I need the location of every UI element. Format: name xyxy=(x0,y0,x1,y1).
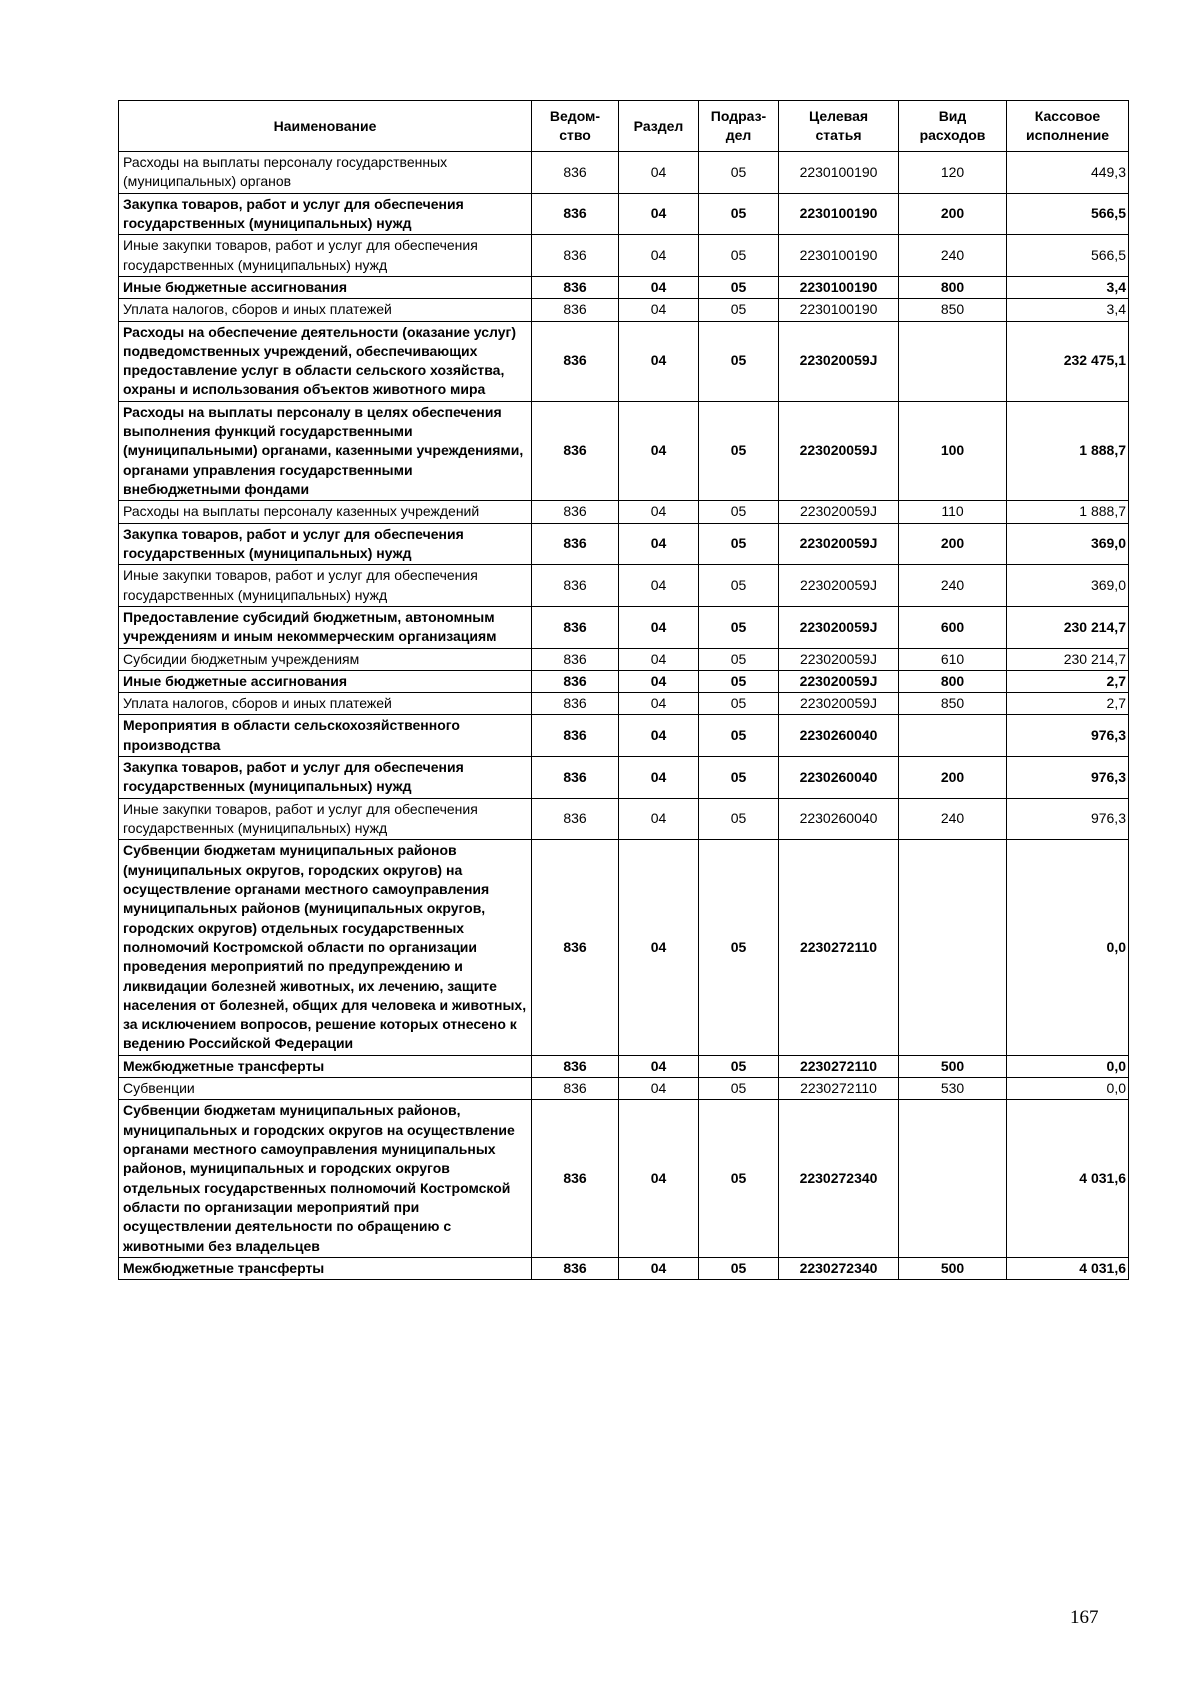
row-tselevaya-statya: 2230272110 xyxy=(779,1055,899,1077)
table-row xyxy=(119,648,1129,670)
row-vid-raskhodov: 800 xyxy=(899,670,1007,692)
row-kassovoe-ispolnenie: 232 475,1 xyxy=(1007,321,1129,401)
row-kassovoe-ispolnenie: 449,3 xyxy=(1007,152,1129,194)
row-vedomstvo: 836 xyxy=(532,299,619,321)
row-tselevaya-statya: 2230100190 xyxy=(779,193,899,235)
row-razdel: 04 xyxy=(619,501,699,523)
row-vedomstvo: 836 xyxy=(532,523,619,565)
table-row xyxy=(119,235,1129,277)
row-name: Межбюджетные трансферты xyxy=(119,1257,532,1279)
row-tselevaya-statya: 223020059J xyxy=(779,523,899,565)
table-row xyxy=(119,401,1129,501)
row-razdel: 04 xyxy=(619,670,699,692)
row-name: Иные бюджетные ассигнования xyxy=(119,276,532,298)
table-row xyxy=(119,152,1129,194)
row-razdel: 04 xyxy=(619,401,699,501)
page-number: 167 xyxy=(1070,1607,1099,1628)
row-tselevaya-statya: 223020059J xyxy=(779,501,899,523)
table-row xyxy=(119,606,1129,648)
row-podrazdel: 05 xyxy=(699,193,779,235)
budget-table xyxy=(118,100,1129,1280)
table-row xyxy=(119,276,1129,298)
row-tselevaya-statya: 223020059J xyxy=(779,565,899,607)
row-kassovoe-ispolnenie: 566,5 xyxy=(1007,235,1129,277)
row-vid-raskhodov: 500 xyxy=(899,1257,1007,1279)
row-podrazdel: 05 xyxy=(699,757,779,799)
row-vid-raskhodov xyxy=(899,715,1007,757)
row-vid-raskhodov: 850 xyxy=(899,299,1007,321)
row-vid-raskhodov xyxy=(899,840,1007,1055)
row-vedomstvo: 836 xyxy=(532,235,619,277)
row-vedomstvo: 836 xyxy=(532,565,619,607)
row-kassovoe-ispolnenie: 976,3 xyxy=(1007,715,1129,757)
row-kassovoe-ispolnenie: 3,4 xyxy=(1007,276,1129,298)
row-name: Иные бюджетные ассигнования xyxy=(119,670,532,692)
row-name: Межбюджетные трансферты xyxy=(119,1055,532,1077)
table-row xyxy=(119,299,1129,321)
row-tselevaya-statya: 2230100190 xyxy=(779,235,899,277)
row-razdel: 04 xyxy=(619,321,699,401)
row-podrazdel: 05 xyxy=(699,1100,779,1258)
row-vid-raskhodov: 850 xyxy=(899,693,1007,715)
header-vid-raskhodov: Вид расходов xyxy=(899,101,1007,152)
row-kassovoe-ispolnenie: 0,0 xyxy=(1007,1055,1129,1077)
row-vedomstvo: 836 xyxy=(532,152,619,194)
row-name: Расходы на выплаты персоналу в целях обеспечения выполнения функций государственными (муниципальными) органами, казенными учреждениями, органами управления государственными внебюджетными фондами xyxy=(119,401,532,501)
row-podrazdel: 05 xyxy=(699,715,779,757)
row-kassovoe-ispolnenie: 4 031,6 xyxy=(1007,1257,1129,1279)
row-podrazdel: 05 xyxy=(699,606,779,648)
row-tselevaya-statya: 2230272340 xyxy=(779,1100,899,1258)
row-vedomstvo: 836 xyxy=(532,648,619,670)
row-kassovoe-ispolnenie: 369,0 xyxy=(1007,523,1129,565)
header-name: Наименование xyxy=(119,101,532,152)
row-razdel: 04 xyxy=(619,299,699,321)
row-name: Расходы на выплаты персоналу казенных учреждений xyxy=(119,501,532,523)
row-podrazdel: 05 xyxy=(699,152,779,194)
table-row xyxy=(119,757,1129,799)
row-podrazdel: 05 xyxy=(699,523,779,565)
row-vedomstvo: 836 xyxy=(532,321,619,401)
row-vedomstvo: 836 xyxy=(532,670,619,692)
row-razdel: 04 xyxy=(619,840,699,1055)
row-podrazdel: 05 xyxy=(699,501,779,523)
table-row xyxy=(119,670,1129,692)
row-podrazdel: 05 xyxy=(699,670,779,692)
row-vedomstvo: 836 xyxy=(532,276,619,298)
row-name: Расходы на обеспечение деятельности (оказание услуг) подведомственных учреждений, обеспечивающих предоставление услуг в области сельского хозяйства, охраны и использования объектов животного мира xyxy=(119,321,532,401)
row-kassovoe-ispolnenie: 369,0 xyxy=(1007,565,1129,607)
row-kassovoe-ispolnenie: 566,5 xyxy=(1007,193,1129,235)
row-vedomstvo: 836 xyxy=(532,1100,619,1258)
row-vid-raskhodov: 600 xyxy=(899,606,1007,648)
row-name: Субсидии бюджетным учреждениям xyxy=(119,648,532,670)
row-tselevaya-statya: 223020059J xyxy=(779,693,899,715)
row-tselevaya-statya: 223020059J xyxy=(779,321,899,401)
row-razdel: 04 xyxy=(619,757,699,799)
row-tselevaya-statya: 2230100190 xyxy=(779,276,899,298)
row-razdel: 04 xyxy=(619,193,699,235)
row-razdel: 04 xyxy=(619,235,699,277)
row-razdel: 04 xyxy=(619,1055,699,1077)
row-vid-raskhodov: 120 xyxy=(899,152,1007,194)
row-vid-raskhodov xyxy=(899,1100,1007,1258)
table-body xyxy=(119,152,1129,1280)
row-name: Закупка товаров, работ и услуг для обеспечения государственных (муниципальных) нужд xyxy=(119,193,532,235)
table-row xyxy=(119,840,1129,1055)
row-razdel: 04 xyxy=(619,565,699,607)
row-vedomstvo: 836 xyxy=(532,715,619,757)
table-row xyxy=(119,1055,1129,1077)
row-vedomstvo: 836 xyxy=(532,1078,619,1100)
row-tselevaya-statya: 2230272340 xyxy=(779,1257,899,1279)
row-tselevaya-statya: 223020059J xyxy=(779,606,899,648)
row-tselevaya-statya: 2230272110 xyxy=(779,1078,899,1100)
row-name: Закупка товаров, работ и услуг для обеспечения государственных (муниципальных) нужд xyxy=(119,757,532,799)
row-kassovoe-ispolnenie: 1 888,7 xyxy=(1007,401,1129,501)
row-razdel: 04 xyxy=(619,1257,699,1279)
row-kassovoe-ispolnenie: 976,3 xyxy=(1007,798,1129,840)
row-vid-raskhodov: 530 xyxy=(899,1078,1007,1100)
row-podrazdel: 05 xyxy=(699,693,779,715)
header-vedomstvo: Ведом- ство xyxy=(532,101,619,152)
row-tselevaya-statya: 223020059J xyxy=(779,648,899,670)
row-kassovoe-ispolnenie: 0,0 xyxy=(1007,1078,1129,1100)
row-vid-raskhodov: 240 xyxy=(899,565,1007,607)
row-podrazdel: 05 xyxy=(699,1078,779,1100)
row-vid-raskhodov: 200 xyxy=(899,757,1007,799)
row-kassovoe-ispolnenie: 4 031,6 xyxy=(1007,1100,1129,1258)
table-row xyxy=(119,798,1129,840)
row-name: Закупка товаров, работ и услуг для обеспечения государственных (муниципальных) нужд xyxy=(119,523,532,565)
row-vid-raskhodov: 500 xyxy=(899,1055,1007,1077)
row-vid-raskhodov: 240 xyxy=(899,798,1007,840)
header-tselevaya-statya: Целевая статья xyxy=(779,101,899,152)
row-vedomstvo: 836 xyxy=(532,693,619,715)
row-razdel: 04 xyxy=(619,152,699,194)
row-tselevaya-statya: 2230100190 xyxy=(779,152,899,194)
row-vedomstvo: 836 xyxy=(532,193,619,235)
row-name: Субвенции бюджетам муниципальных районов (муниципальных округов, городских округов) на осуществление органами местного самоуправления муниципальных районов (муниципальных округов, городских округов) отдельных государственных полномочий Костромской области по организации проведения мероприятий по предупреждению и ликвидации болезней животных, их лечению, защите населения от болезней, общих для человека и животных, за исключением вопросов, решение которых отнесено к ведению Российской Федерации xyxy=(119,840,532,1055)
header-podrazdel: Подраз- дел xyxy=(699,101,779,152)
row-name: Мероприятия в области сельскохозяйственного производства xyxy=(119,715,532,757)
row-name: Уплата налогов, сборов и иных платежей xyxy=(119,299,532,321)
row-vid-raskhodov: 800 xyxy=(899,276,1007,298)
row-podrazdel: 05 xyxy=(699,235,779,277)
row-name: Иные закупки товаров, работ и услуг для обеспечения государственных (муниципальных) нужд xyxy=(119,565,532,607)
row-tselevaya-statya: 2230260040 xyxy=(779,757,899,799)
table-row xyxy=(119,321,1129,401)
row-podrazdel: 05 xyxy=(699,1257,779,1279)
row-razdel: 04 xyxy=(619,1078,699,1100)
row-podrazdel: 05 xyxy=(699,321,779,401)
row-kassovoe-ispolnenie: 2,7 xyxy=(1007,670,1129,692)
row-vid-raskhodov: 200 xyxy=(899,193,1007,235)
row-razdel: 04 xyxy=(619,693,699,715)
row-name: Иные закупки товаров, работ и услуг для обеспечения государственных (муниципальных) нужд xyxy=(119,798,532,840)
row-vid-raskhodov: 240 xyxy=(899,235,1007,277)
row-razdel: 04 xyxy=(619,798,699,840)
row-kassovoe-ispolnenie: 230 214,7 xyxy=(1007,648,1129,670)
row-podrazdel: 05 xyxy=(699,401,779,501)
row-vid-raskhodov: 610 xyxy=(899,648,1007,670)
table-row xyxy=(119,1100,1129,1258)
row-vedomstvo: 836 xyxy=(532,1257,619,1279)
row-podrazdel: 05 xyxy=(699,1055,779,1077)
row-podrazdel: 05 xyxy=(699,648,779,670)
header-kassovoe-ispolnenie: Кассовое исполнение xyxy=(1007,101,1129,152)
row-vid-raskhodov: 100 xyxy=(899,401,1007,501)
row-vedomstvo: 836 xyxy=(532,1055,619,1077)
row-vedomstvo: 836 xyxy=(532,501,619,523)
row-razdel: 04 xyxy=(619,1100,699,1258)
row-kassovoe-ispolnenie: 0,0 xyxy=(1007,840,1129,1055)
table-row xyxy=(119,693,1129,715)
table-row xyxy=(119,1078,1129,1100)
row-vedomstvo: 836 xyxy=(532,840,619,1055)
row-kassovoe-ispolnenie: 2,7 xyxy=(1007,693,1129,715)
row-podrazdel: 05 xyxy=(699,798,779,840)
row-tselevaya-statya: 223020059J xyxy=(779,670,899,692)
row-vedomstvo: 836 xyxy=(532,401,619,501)
row-tselevaya-statya: 2230272110 xyxy=(779,840,899,1055)
row-name: Субвенции бюджетам муниципальных районов, муниципальных и городских округов на осуществление органами местного самоуправления муниципальных районов, муниципальных и городских округов отдельных государственных полномочий Костромской области по организации мероприятий при осуществлении деятельности по обращению с животными без владельцев xyxy=(119,1100,532,1258)
row-vid-raskhodov xyxy=(899,321,1007,401)
table-row xyxy=(119,193,1129,235)
table-row xyxy=(119,501,1129,523)
row-razdel: 04 xyxy=(619,523,699,565)
table-header-row xyxy=(119,101,1129,152)
row-kassovoe-ispolnenie: 3,4 xyxy=(1007,299,1129,321)
row-kassovoe-ispolnenie: 1 888,7 xyxy=(1007,501,1129,523)
row-vedomstvo: 836 xyxy=(532,757,619,799)
header-razdel: Раздел xyxy=(619,101,699,152)
row-vid-raskhodov: 200 xyxy=(899,523,1007,565)
row-podrazdel: 05 xyxy=(699,565,779,607)
row-razdel: 04 xyxy=(619,606,699,648)
row-vedomstvo: 836 xyxy=(532,606,619,648)
table-row xyxy=(119,523,1129,565)
row-name: Уплата налогов, сборов и иных платежей xyxy=(119,693,532,715)
row-podrazdel: 05 xyxy=(699,840,779,1055)
table-row xyxy=(119,1257,1129,1279)
row-vedomstvo: 836 xyxy=(532,798,619,840)
row-name: Расходы на выплаты персоналу государственных (муниципальных) органов xyxy=(119,152,532,194)
row-razdel: 04 xyxy=(619,648,699,670)
row-razdel: 04 xyxy=(619,276,699,298)
row-kassovoe-ispolnenie: 230 214,7 xyxy=(1007,606,1129,648)
row-name: Субвенции xyxy=(119,1078,532,1100)
row-podrazdel: 05 xyxy=(699,299,779,321)
row-tselevaya-statya: 223020059J xyxy=(779,401,899,501)
row-name: Предоставление субсидий бюджетным, автономным учреждениям и иным некоммерческим организациям xyxy=(119,606,532,648)
row-vid-raskhodov: 110 xyxy=(899,501,1007,523)
row-razdel: 04 xyxy=(619,715,699,757)
row-podrazdel: 05 xyxy=(699,276,779,298)
row-tselevaya-statya: 2230260040 xyxy=(779,715,899,757)
row-name: Иные закупки товаров, работ и услуг для обеспечения государственных (муниципальных) нужд xyxy=(119,235,532,277)
row-tselevaya-statya: 2230260040 xyxy=(779,798,899,840)
row-kassovoe-ispolnenie: 976,3 xyxy=(1007,757,1129,799)
row-tselevaya-statya: 2230100190 xyxy=(779,299,899,321)
table-row xyxy=(119,565,1129,607)
table-row xyxy=(119,715,1129,757)
